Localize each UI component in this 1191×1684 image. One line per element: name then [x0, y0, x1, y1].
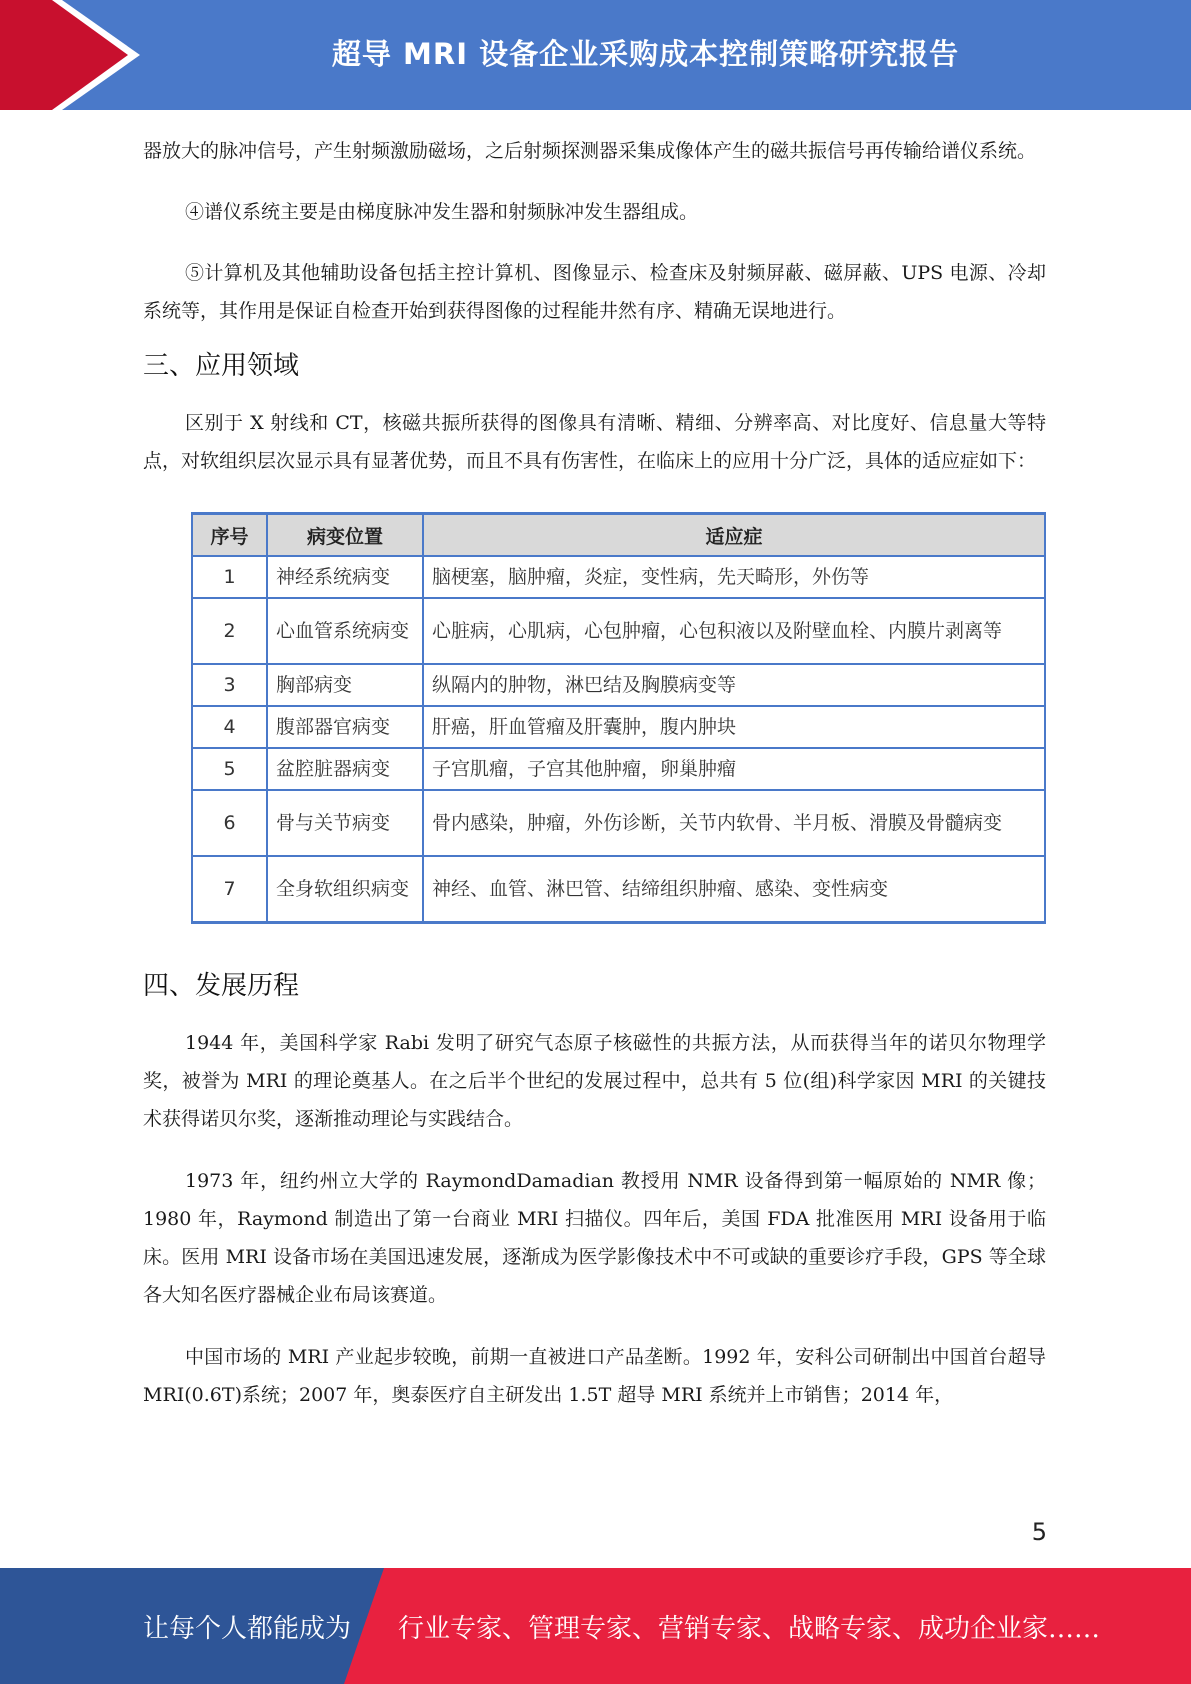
table-cell-location: 骨与关节病变 [267, 790, 423, 856]
table-cell-location: 胸部病变 [267, 664, 423, 706]
table-cell-index: 2 [192, 598, 267, 664]
report-title: 超导 MRI 设备企业采购成本控制策略研究报告 [331, 36, 960, 71]
page-header [0, 0, 1191, 110]
section-heading-history: 四、发展历程 [143, 971, 300, 1001]
table-cell-index: 6 [192, 790, 267, 856]
table-cell-location: 神经系统病变 [267, 556, 423, 598]
table-cell-indication: 纵隔内的肿物，淋巴结及胸膜病变等 [423, 664, 1045, 706]
table-cell-indication: 子宫肌瘤，子宫其他肿瘤，卵巢肿瘤 [423, 748, 1045, 790]
table-cell-index: 7 [192, 856, 267, 923]
table-row [192, 598, 1045, 664]
table-cell-indication: 骨内感染，肿瘤，外伤诊断，关节内软骨、半月板、滑膜及骨髓病变 [423, 790, 1045, 856]
indications-table [191, 512, 1046, 924]
table-cell-location: 全身软组织病变 [267, 856, 423, 923]
table-cell-indication: 肝癌，肝血管瘤及肝囊肿，腹内肿块 [423, 706, 1045, 748]
table-row [192, 556, 1045, 598]
paragraph-continued: 器放大的脉冲信号，产生射频激励磁场，之后射频探测器采集成像体产生的磁共振信号再传输给谱仪系统。 [143, 140, 1037, 162]
table-cell-index: 3 [192, 664, 267, 706]
table-cell-indication: 神经、血管、淋巴管、结缔组织肿瘤、感染、变性病变 [423, 856, 1045, 923]
table-cell-location: 盆腔脏器病变 [267, 748, 423, 790]
footer-slogan-left: 让每个人都能成为 [143, 1613, 352, 1644]
table-header-cell: 病变位置 [267, 514, 423, 557]
paragraph-history-1973: 1973 年，纽约州立大学的 RaymondDamadian 教授用 NMR 设备得到第一幅原始的 NMR 像；1980 年，Raymond 制造出了第一台商业 MRI 扫描仪。四年后，美国 FDA 批准医用 MRI 设备用于临床。医用 MRI 设备市场在美国迅速发展，逐渐成为医学影像技术中不可或缺的重要诊疗手段，GPS 等全球各大知名医疗器械企业布局该赛道。 [143, 1170, 1046, 1306]
table-cell-index: 5 [192, 748, 267, 790]
table-row [192, 856, 1045, 923]
page-footer [0, 1568, 1191, 1684]
table-header-cell: 适应症 [423, 514, 1045, 557]
page-number: 5 [1031, 1518, 1047, 1546]
document-body [143, 132, 1046, 1414]
table-cell-indication: 心脏病，心肌病，心包肿瘤，心包积液以及附壁血栓、内膜片剥离等 [423, 598, 1045, 664]
table-cell-index: 4 [192, 706, 267, 748]
table-header-row [192, 514, 1045, 557]
section-heading-applications: 三、应用领域 [143, 351, 300, 381]
table-row [192, 664, 1045, 706]
table-cell-index: 1 [192, 556, 267, 598]
paragraph-computer-auxiliary: ⑤计算机及其他辅助设备包括主控计算机、图像显示、检查床及射频屏蔽、磁屏蔽、UPS 电源、冷却系统等，其作用是保证自检查开始到获得图像的过程能井然有序、精确无误地进行。 [143, 262, 1046, 322]
table-cell-location: 心血管系统病变 [267, 598, 423, 664]
paragraph-applications: 区别于 X 射线和 CT，核磁共振所获得的图像具有清晰、精细、分辨率高、对比度好、信息量大等特点，对软组织层次显示具有显著优势，而且不具有伤害性，在临床上的应用十分广泛，具体的适应症如下： [143, 412, 1046, 472]
paragraph-spectrometer: ④谱仪系统主要是由梯度脉冲发生器和射频脉冲发生器组成。 [185, 201, 699, 223]
paragraph-history-1944: 1944 年，美国科学家 Rabi 发明了研究气态原子核磁性的共振方法，从而获得当年的诺贝尔物理学奖，被誉为 MRI 的理论奠基人。在之后半个世纪的发展过程中，总共有 5 位(组)科学家因 MRI 的关键技术获得诺贝尔奖，逐渐推动理论与实践结合。 [143, 1032, 1046, 1130]
table-row [192, 748, 1045, 790]
table-row [192, 790, 1045, 856]
table-cell-location: 腹部器官病变 [267, 706, 423, 748]
table-row [192, 706, 1045, 748]
table-cell-indication: 脑梗塞，脑肿瘤，炎症，变性病，先天畸形，外伤等 [423, 556, 1045, 598]
table-header-cell: 序号 [192, 514, 267, 557]
paragraph-history-china: 中国市场的 MRI 产业起步较晚，前期一直被进口产品垄断。1992 年，安科公司研制出中国首台超导 MRI(0.6T)系统；2007 年，奥泰医疗自主研发出 1.5T 超导 MRI 系统并上市销售；2014 年， [143, 1346, 1046, 1406]
footer-slogan-right: 行业专家、管理专家、营销专家、战略专家、成功企业家…… [398, 1613, 1101, 1644]
chevron-logo-icon [0, 0, 160, 110]
